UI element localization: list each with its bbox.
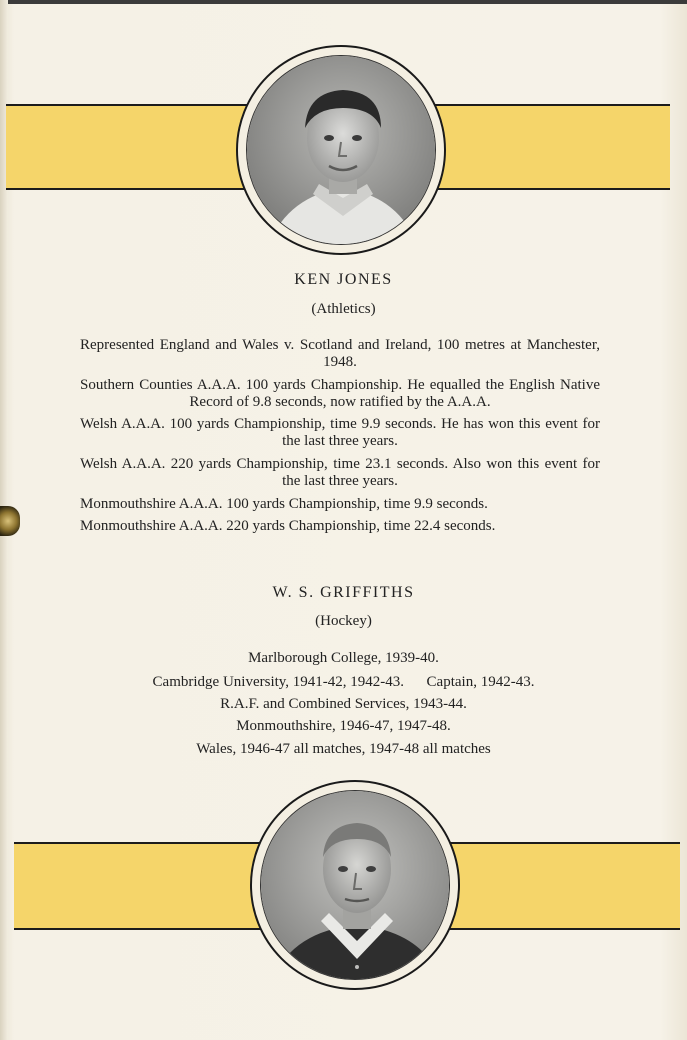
achievement-item: Represented England and Wales v. Scotland and Ireland, 100 metres at Manchester, 1948. — [80, 337, 600, 370]
portrait-w-s-griffiths — [250, 780, 460, 990]
achievement-item: Southern Counties A.A.A. 100 yards Championship. He equalled the English Native Record of 9.8 seconds, now ratified by the A.A.A. — [80, 377, 600, 410]
man-portrait-icon — [247, 56, 436, 245]
sport-hockey: (Hockey) — [315, 613, 372, 629]
achievement-item: Wales, 1946-47 all matches, 1947-48 all matches — [196, 741, 491, 757]
portrait-ken-jones — [236, 45, 446, 255]
portrait-photo-griffiths — [260, 790, 450, 980]
achievement-item: Monmouthshire A.A.A. 100 yards Championship, time 9.9 seconds. — [80, 496, 488, 512]
achievement-item: Marlborough College, 1939-40. — [248, 650, 439, 666]
athlete-name-ken-jones: KEN JONES — [294, 271, 393, 288]
sport-athletics: (Athletics) — [311, 301, 376, 317]
achievement-item: Monmouthshire A.A.A. 220 yards Championship, time 22.4 seconds. — [80, 518, 496, 534]
achievement-item: Welsh A.A.A. 220 yards Championship, time 23.1 seconds. Also won this event for the last three years. — [80, 456, 600, 489]
page-edge — [0, 0, 687, 4]
achievement-item: Cambridge University, 1941-42, 1942-43. Captain, 1942-43. — [152, 674, 535, 690]
staple-icon — [0, 506, 20, 536]
man-portrait-icon — [261, 791, 450, 980]
portrait-photo-ken-jones — [246, 55, 436, 245]
achievement-item: Welsh A.A.A. 100 yards Championship, time 9.9 seconds. He has won this event for the last three years. — [80, 416, 600, 449]
athlete-name-griffiths: W. S. GRIFFITHS — [272, 584, 415, 601]
achievement-item: R.A.F. and Combined Services, 1943-44. — [220, 696, 467, 712]
achievement-item: Monmouthshire, 1946-47, 1947-48. — [236, 718, 451, 734]
